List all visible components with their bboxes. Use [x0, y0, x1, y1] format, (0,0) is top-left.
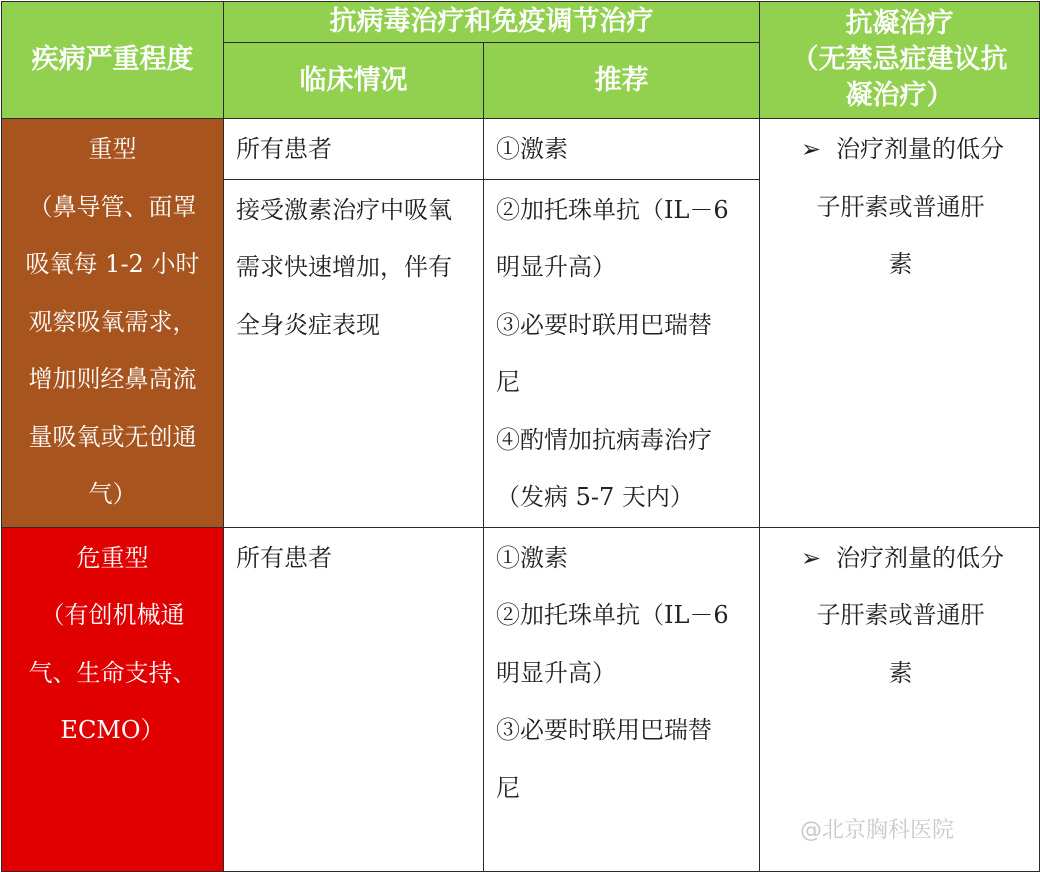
- severity-line: 增加则经鼻高流: [28, 365, 197, 393]
- recommendation-line: 明显升高）: [496, 658, 616, 687]
- arrow-bullet-icon: ➢: [800, 135, 822, 163]
- clinical-line: 接受激素治疗中吸氧: [236, 195, 452, 224]
- header-anticoag-line2: （无禁忌症建议抗: [791, 44, 1008, 75]
- recommendation-cell: [484, 119, 760, 180]
- recommendation-cell: [484, 527, 760, 871]
- clinical-cell: [224, 179, 484, 527]
- severity-line: 观察吸氧需求，: [28, 307, 197, 336]
- header-recommendation: 推荐: [484, 43, 760, 119]
- recommendation-cell: [484, 179, 760, 527]
- clinical-line: 全身炎症表现: [236, 310, 380, 339]
- recommendation-line: ③必要时联用巴瑞替: [496, 310, 712, 339]
- anticoag-line: 治疗剂量的低分: [836, 543, 1004, 572]
- clinical-line: 所有患者: [236, 135, 332, 163]
- anticoag-line: 子肝素或普通肝: [816, 601, 985, 629]
- clinical-line: 所有患者: [236, 543, 332, 572]
- clinical-cell: [224, 527, 484, 871]
- recommendation-line: ①激素: [496, 543, 568, 572]
- recommendation-line: ②加托珠单抗（IL－6: [496, 195, 729, 224]
- recommendation-line: 尼: [496, 368, 520, 396]
- recommendation-line: 明显升高）: [496, 253, 616, 281]
- severity-line: 重型: [88, 135, 137, 163]
- recommendation-line: ②加托珠单抗（IL－6: [496, 601, 729, 629]
- header-anticoag-line1: 抗凝治疗: [845, 8, 954, 39]
- table-row: [2, 119, 1040, 180]
- severity-line: 气）: [88, 480, 137, 508]
- anticoag-line: 治疗剂量的低分: [836, 135, 1004, 163]
- severity-line: 吸氧每 1-2 小时: [25, 250, 200, 278]
- severity-line: （鼻导管、面罩: [28, 192, 197, 221]
- anticoag-line: 素: [888, 250, 913, 278]
- recommendation-line: ①激素: [496, 135, 568, 163]
- header-antiviral-group: 抗病毒治疗和免疫调节治疗: [224, 2, 760, 43]
- recommendation-line: ④酌情加抗病毒治疗: [496, 425, 712, 454]
- watermark: @北京胸科医院: [800, 818, 955, 843]
- recommendation-line: 尼: [496, 773, 520, 802]
- severity-line: （有创机械通: [40, 601, 185, 629]
- severity-line: 危重型: [76, 543, 149, 572]
- header-anticoag-line3: 凝治疗）: [845, 80, 954, 111]
- header-severity: 疾病严重程度: [2, 2, 224, 119]
- anticoag-line: 子肝素或普通肝: [816, 192, 985, 221]
- recommendation-line: （发病 5-7 天内）: [496, 483, 694, 511]
- recommendation-line: ③必要时联用巴瑞替: [496, 716, 712, 744]
- clinical-line: 需求快速增加，伴有: [236, 253, 452, 281]
- severity-line: 量吸氧或无创通: [28, 422, 197, 451]
- arrow-bullet-icon: ➢: [800, 543, 822, 572]
- severity-cell-critical: [2, 527, 224, 871]
- anticoag-line: 素: [888, 658, 913, 687]
- severity-line: 气、生命支持、: [28, 658, 197, 687]
- treatment-table: [1, 1, 1040, 872]
- severity-line: ECMO）: [60, 716, 165, 744]
- anticoag-cell: [760, 119, 1040, 528]
- severity-cell-severe: [2, 119, 224, 528]
- clinical-cell: [224, 119, 484, 180]
- header-anticoagulation: [760, 2, 1040, 119]
- header-clinical: 临床情况: [224, 43, 484, 119]
